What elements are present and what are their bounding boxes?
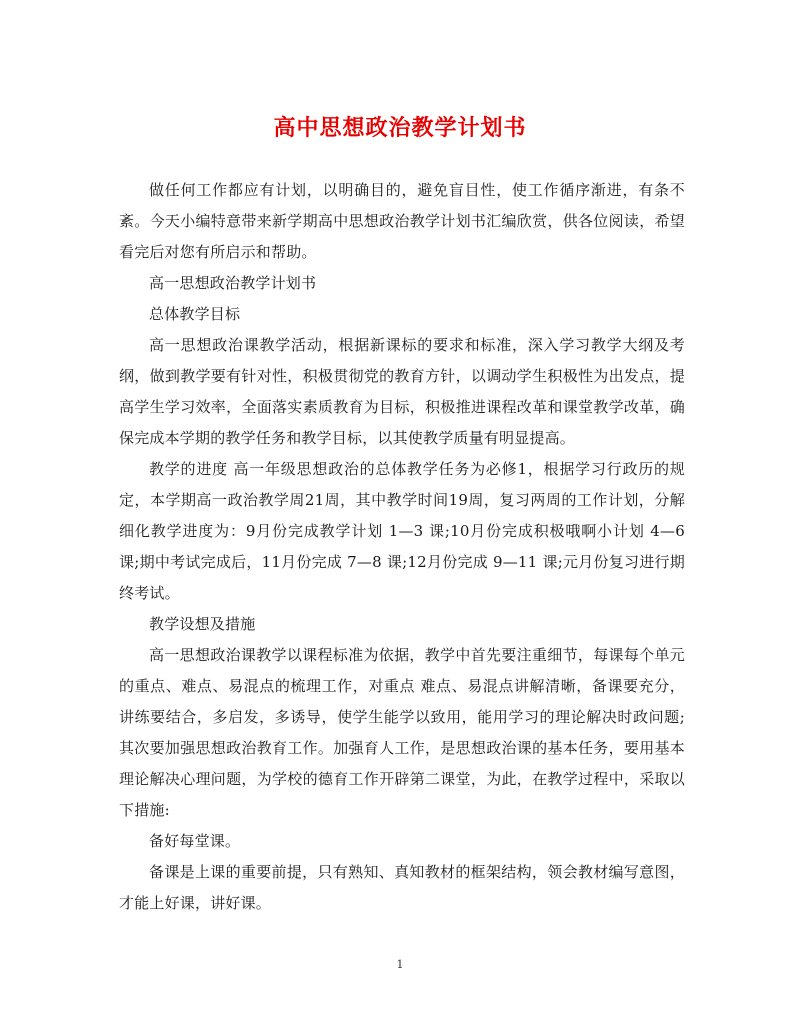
section-heading-measures: 教学设想及措施 <box>149 615 256 633</box>
section-heading-prepare-lessons: 备好每堂课。 <box>149 832 241 850</box>
section-heading-grade-one-plan: 高一思想政治教学计划书 <box>149 274 317 292</box>
measures-paragraph: 高一思想政治课教学以课程标准为依据，教学中首先要注重细节，每课每个单元的重点、难点、易混点的梳理工作，对重点 难点、易混点讲解清晰，备课要充分，讲练要结合，多启发，多诱导，使学生能学以致用，能用学习的理论解决时政问题;其次要加强思想政治教育工作。加强育人工作，是思想政治课的基本任务，要用基本理论解决心理问题，为学校的德育工作开辟第二课堂，为此，在教学过程中，采取以下措施: <box>119 646 685 819</box>
page-number: 1 <box>396 958 404 971</box>
prepare-lessons-paragraph: 备课是上课的重要前提，只有熟知、真知教材的框架结构，领会教材编写意图，才能上好课，讲好课。 <box>119 863 685 912</box>
section-heading-overall-goals: 总体教学目标 <box>149 305 241 323</box>
document-body <box>119 175 685 919</box>
schedule-paragraph: 教学的进度 高一年级思想政治的总体教学任务为必修1，根据学习行政历的规定，本学期高一政治教学周21周，其中教学时间19周，复习两周的工作计划，分解细化教学进度为：9月份完成教学计划 1—3 课;10月份完成积极哦啊小计划 4—6 课;期中考试完成后，11月份完成 7—8 课;12月份完成 9—11 课;元月份复习进行期终考试。 <box>119 460 685 602</box>
intro-paragraph: 做任何工作都应有计划，以明确目的，避免盲目性，使工作循序渐进，有条不紊。今天小编特意带来新学期高中思想政治教学计划书汇编欣赏，供各位阅读，希望看完后对您有所启示和帮助。 <box>119 181 685 261</box>
document-title: 高中思想政治教学计划书 <box>273 115 527 141</box>
goals-paragraph: 高一思想政治课教学活动，根据新课标的要求和标准，深入学习教学大纲及考纲，做到教学要有针对性，积极贯彻党的教育方针，以调动学生积极性为出发点，提高学生学习效率，全面落实素质教育为目标，积极推进课程改革和课堂教学改革，确保完成本学期的教学任务和教学目标，以其使教学质量有明显提高。 <box>119 336 685 447</box>
